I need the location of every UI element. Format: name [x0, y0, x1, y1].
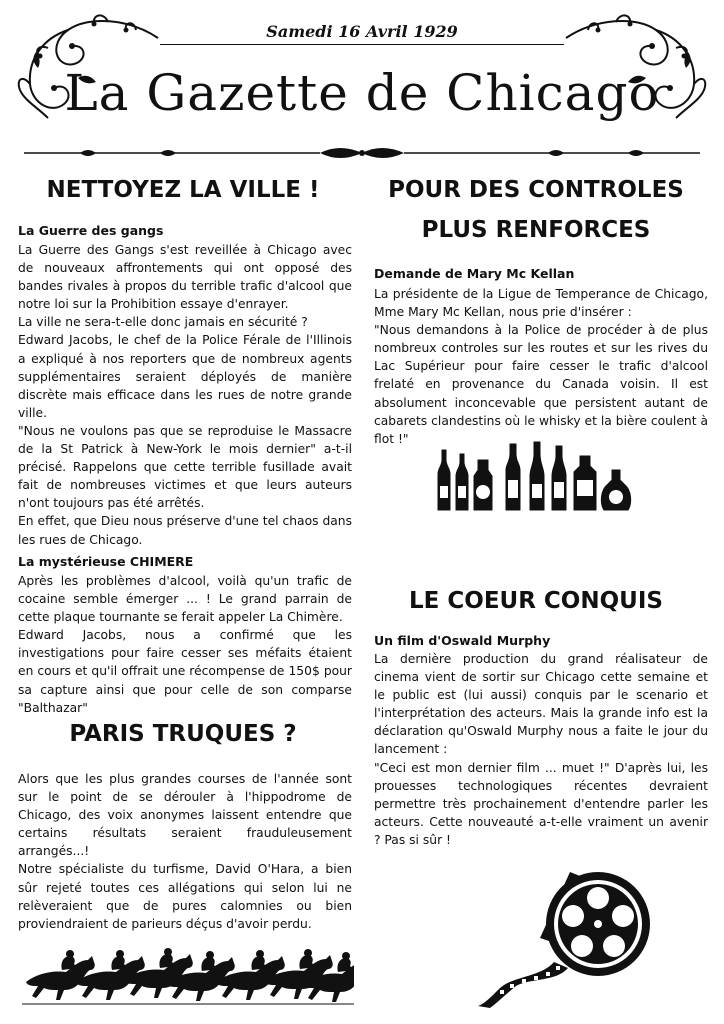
subhead-guerre-gangs: La Guerre des gangs — [18, 223, 164, 238]
paragraph: La dernière production du grand réalisateur de cinema vient de sortir sur Chicago cette semaine et le public est (lui aussi) conquis par le scenario et l'interprétation des acteurs. Mais la grande info est la déclaration qu'Oswald Murphy nous a faite le jour du lancement : — [374, 652, 708, 757]
paragraph: "Ceci est mon dernier film ... muet !" D'après lui, les prouesses technologiques récentes devraient permettre très prochainement d'entendre parler les acteurs. Cette nouveauté a-t-elle vraiment un avenir ? Pas si sûr ! — [374, 760, 708, 847]
paragraph: Notre spécialiste du turfisme, David O'Hara, a bien sûr rejeté toutes ces allégations qui selon lui ne relèveraient que de pures calomnies ou bien proviendraient de parieurs déçus d'avoir perdu. — [18, 862, 352, 931]
divider-ornament-icon — [20, 144, 704, 162]
paragraph: La Guerre des Gangs s'est reveillée à Chicago avec de nouveaux affrontements qui ont opposé des bandes rivales à propos du terrible trafic d'alcool que notre loi sur la Prohibition essaye d'enrayer. — [18, 243, 352, 312]
paragraph: Alors que les plus grandes courses de l'année sont sur le point de se dérouler à l'hippodrome de Chicago, des voix anonymes laissent entendre que certains résultats seraient frauduleusement arrangés...! — [18, 772, 352, 859]
headline-paris-truques: PARIS TRUQUES ? — [69, 721, 297, 747]
paragraph: Après les problèmes d'alcool, voilà qu'un trafic de cocaine semble émerger ... ! Le grand parrain de cette plaque tournante se ferait appeler La Chimère. — [18, 574, 352, 625]
paragraph: "Nous demandons à la Police de procéder à de plus nombreux controles sur les routes et sur les rives du Lac Supérieur pour faire cesser le trafic d'alcool frelaté en provenance du Canada voisin. Il est absolument inconcevable que persistent autant de cabarets clandestins où le whisky et la bière coulent à flot !" — [374, 323, 708, 446]
film-reel-icon — [470, 858, 660, 1008]
article-guerre-gangs — [18, 241, 352, 549]
paragraph: En effet, que Dieu nous préserve d'une tel chaos dans les rues de Chicago. — [18, 514, 352, 547]
paragraph: Edward Jacobs, nous a confirmé que les investigations pour faire cesser ses méfaits étaient en cours et qu'il offrait une récompense de 150$ pour sa capture ainsi que pour celle de son comparse "Balthazar" — [18, 628, 352, 715]
article-paris-truques — [18, 770, 352, 933]
paragraph: La présidente de la Ligue de Temperance de Chicago, Mme Mary Mc Kellan, nous prie d'insérer : — [374, 287, 708, 320]
headline-controles-line1: POUR DES CONTROLES — [388, 177, 684, 203]
article-controles — [374, 285, 708, 448]
headline-coeur-conquis: LE COEUR CONQUIS — [409, 588, 663, 614]
subhead-chimere: La mystérieuse CHIMERE — [18, 554, 194, 569]
paragraph: Edward Jacobs, le chef de la Police Férale de l'Illinois a expliqué à nos reporters que de nombreux agents supplémentaires seraient déployés de manière discrète mais efficace dans les rues de notre grande ville. — [18, 333, 352, 420]
headline-nettoyez: NETTOYEZ LA VILLE ! — [46, 177, 320, 203]
top-rule — [160, 44, 564, 45]
article-coeur-conquis — [374, 650, 708, 849]
paragraph: "Nous ne voulons pas que se reproduise le Massacre de la St Patrick à New-York le mois dernier" a-t-il précisé. Rappelons que cette terrible fusillade avait fait de nombreuses victimes et que leurs auteurs n'ont toujours pas été arrêtés. — [18, 423, 352, 511]
headline-controles-line2: PLUS RENFORCES — [421, 217, 651, 243]
subhead-mary-mc-kellan: Demande de Mary Mc Kellan — [374, 266, 575, 281]
newspaper-title: La Gazette de Chicago — [64, 64, 660, 122]
subhead-oswald-murphy: Un film d'Oswald Murphy — [374, 633, 551, 648]
bottles-icon — [432, 440, 644, 512]
paragraph: La ville ne sera-t-elle donc jamais en sécurité ? — [18, 315, 308, 330]
article-chimere — [18, 572, 352, 717]
racehorses-icon — [22, 938, 354, 1008]
issue-date: Samedi 16 Avril 1929 — [266, 22, 458, 41]
